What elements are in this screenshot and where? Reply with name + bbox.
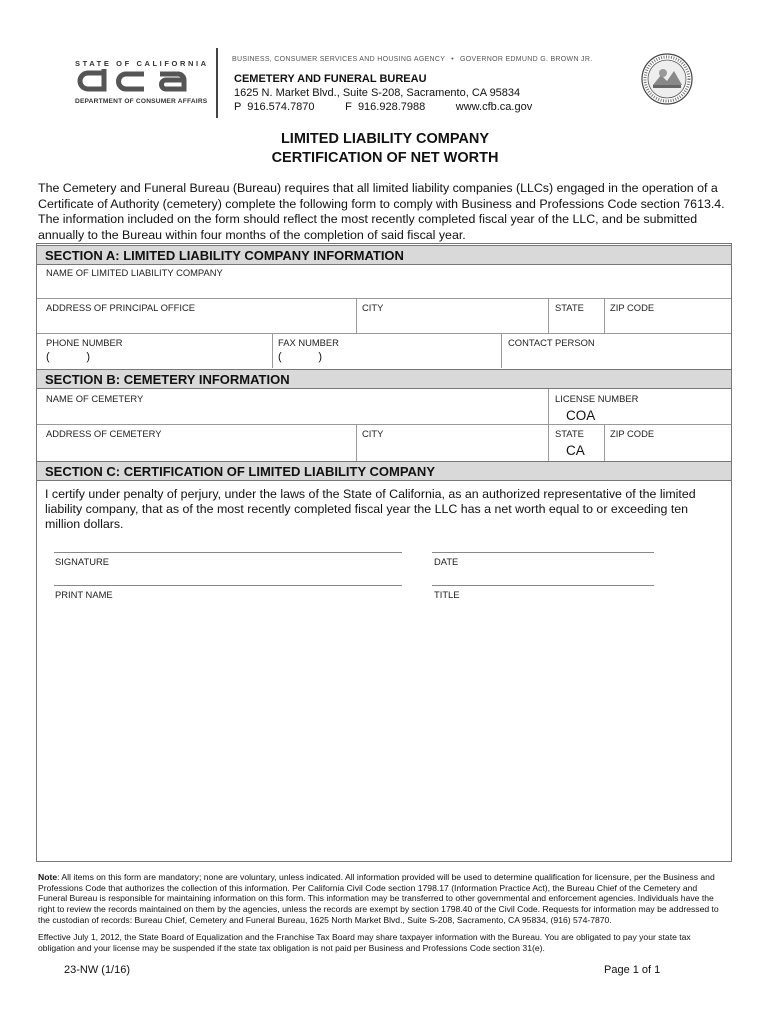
llc-name-field[interactable] bbox=[37, 298, 731, 299]
title-label: TITLE bbox=[434, 589, 460, 600]
divider bbox=[548, 389, 549, 462]
principal-address-label: ADDRESS OF PRINCIPAL OFFICE bbox=[46, 302, 195, 313]
divider bbox=[356, 298, 357, 333]
cemetery-state-label: STATE bbox=[555, 428, 584, 439]
cemetery-city-label: CITY bbox=[362, 428, 384, 439]
header-divider bbox=[216, 48, 218, 118]
state-of-california-label: STATE OF CALIFORNIA bbox=[75, 59, 209, 68]
contact-person-label: CONTACT PERSON bbox=[508, 337, 595, 348]
divider bbox=[356, 424, 357, 462]
governor-name: GOVERNOR EDMUND G. BROWN JR. bbox=[459, 56, 593, 63]
divider bbox=[604, 424, 605, 462]
date-label: DATE bbox=[434, 556, 459, 567]
section-c-heading: SECTION C: CERTIFICATION OF LIMITED LIABILITY COMPANY bbox=[37, 461, 731, 481]
title-field[interactable] bbox=[432, 585, 654, 586]
agency-line bbox=[232, 56, 592, 63]
llc-name-label: NAME OF LIMITED LIABILITY COMPANY bbox=[46, 267, 223, 278]
principal-address-field[interactable] bbox=[37, 333, 731, 334]
print-name-field[interactable] bbox=[54, 585, 402, 586]
license-number-field[interactable]: COA bbox=[566, 408, 596, 423]
fax-label: FAX NUMBER bbox=[278, 337, 339, 348]
bureau-address: 1625 N. Market Blvd., Suite S-208, Sacramento, CA 95834 bbox=[234, 87, 521, 99]
tax-notice: Effective July 1, 2012, the State Board of Equalization and the Franchise Tax Board may share taxpayer information with the Bureau. You are obligated to pay your state tax obligation and your license may be suspended if the state tax obligation is not paid per Business and Professions Code section 31(e). bbox=[38, 932, 691, 953]
section-a-heading: SECTION A: LIMITED LIABILITY COMPANY INFORMATION bbox=[37, 245, 731, 265]
cemetery-name-field[interactable] bbox=[37, 424, 731, 425]
intro-paragraph: The Cemetery and Funeral Bureau (Bureau) requires that all limited liability companies (LLCs) engaged in the operation of a Certificate of Authority (cemetery) complete the following form to comply with Business and Professions Code section 7613.4. The information included on the form should reflect the most recently completed fiscal year of the LLC, and be submitted annually to the Bureau within four months of the completion of said fiscal year. bbox=[38, 181, 725, 242]
llc-state-label: STATE bbox=[555, 302, 584, 313]
certification-statement: I certify under penalty of perjury, under the laws of the State of California, as an authorized representative of the limited liability company, that as of the most recently completed fiscal year the LLC has a net worth equal to or exceeding ten million dollars. bbox=[45, 487, 696, 531]
separator-dot: • bbox=[451, 56, 454, 63]
llc-city-label: CITY bbox=[362, 302, 384, 313]
agency-name: BUSINESS, CONSUMER SERVICES AND HOUSING AGENCY bbox=[232, 56, 446, 63]
privacy-note bbox=[38, 872, 722, 926]
llc-zip-label: ZIP CODE bbox=[610, 302, 655, 313]
signature-label: SIGNATURE bbox=[55, 556, 109, 567]
bureau-website: www.cfb.ca.gov bbox=[455, 101, 533, 113]
phone-label: PHONE NUMBER bbox=[46, 337, 123, 348]
cemetery-zip-label: ZIP CODE bbox=[610, 428, 655, 439]
fax-field[interactable]: ( ) bbox=[278, 351, 322, 363]
divider bbox=[272, 333, 273, 368]
section-b-heading: SECTION B: CEMETERY INFORMATION bbox=[37, 369, 731, 389]
divider bbox=[604, 298, 605, 333]
form-title-line1: LIMITED LIABILITY COMPANY bbox=[280, 131, 490, 147]
bureau-name: CEMETERY AND FUNERAL BUREAU bbox=[234, 73, 427, 85]
note-text: : All items on this form are mandatory; none are voluntary, unless indicated. All information provided will be used to determine qualification for licensure, per the Business and Professions Code that authorizes the collection of this information. Per California Civil Code section 1798.17 (Information Practice Act), the Bureau Chief of the Cemetery and Funeral Bureau is responsible for maintaining information on this form. This information may be transferred to other governmental and enforcement agencies. Individuals have the right to review the records maintained on them by the agencies, unless the records are exempt by section 1798.40 of the Civil Code. Requests for information may be addressed to the custodian of records: Bureau Chief, Cemetery and Funeral Bureau, 1625 North Market Blvd., Suite S-208, Sacramento, CA 95834, (916) 574-7870. bbox=[38, 872, 719, 925]
state-seal-icon bbox=[641, 53, 693, 105]
form-id: 23-NW (1/16) bbox=[64, 964, 131, 976]
divider bbox=[501, 333, 502, 368]
phone-field[interactable]: ( ) bbox=[46, 351, 90, 363]
cemetery-address-label: ADDRESS OF CEMETERY bbox=[46, 428, 162, 439]
note-label: Note bbox=[38, 872, 58, 882]
page-number: Page 1 of 1 bbox=[604, 964, 661, 976]
cemetery-state-field[interactable]: CA bbox=[566, 443, 585, 458]
cemetery-name-label: NAME OF CEMETERY bbox=[46, 393, 144, 404]
form-title-line2: CERTIFICATION OF NET WORTH bbox=[271, 150, 499, 166]
bureau-phone: P 916.574.7870 bbox=[234, 101, 315, 113]
signature-field[interactable] bbox=[54, 552, 402, 553]
bureau-contact bbox=[234, 101, 532, 113]
department-label: DEPARTMENT OF CONSUMER AFFAIRS bbox=[75, 98, 208, 105]
license-number-label: LICENSE NUMBER bbox=[555, 393, 639, 404]
dca-logo bbox=[74, 66, 202, 92]
print-name-label: PRINT NAME bbox=[55, 589, 113, 600]
bureau-fax: F 916.928.7988 bbox=[345, 101, 426, 113]
divider bbox=[548, 298, 549, 333]
date-field[interactable] bbox=[432, 552, 654, 553]
